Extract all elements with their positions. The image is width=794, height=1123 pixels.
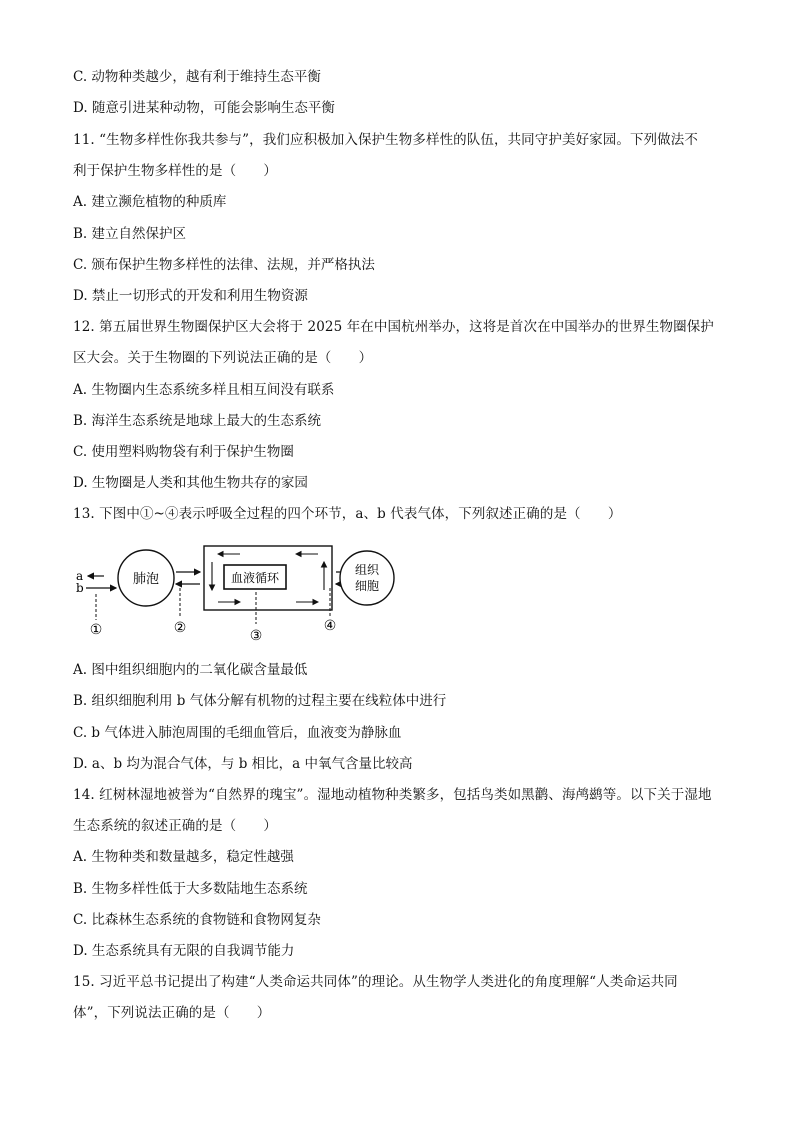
question-14-option-d: D. 生态系统具有无限的自我调节能力 xyxy=(73,943,295,959)
step-1-label: ① xyxy=(89,622,103,638)
option-d-prev: D. 随意引进某种动物，可能会影响生态平衡 xyxy=(73,100,335,116)
tissue-cell-label-2: 细胞 xyxy=(354,579,380,593)
question-15-stem-line-2: 体”，下列说法正确的是（ ） xyxy=(73,1005,271,1021)
question-13-stem: 13. 下图中①~④表示呼吸全过程的四个环节，a、b 代表气体，下列叙述正确的是（ ） xyxy=(73,506,622,522)
question-13-option-b: B. 组织细胞利用 b 气体分解有机物的过程主要在线粒体中进行 xyxy=(73,693,447,709)
step-4-label: ④ xyxy=(323,618,337,634)
option-c-prev: C. 动物种类越少，越有利于维持生态平衡 xyxy=(73,69,321,85)
question-12-stem-line-2: 区大会。关于生物圈的下列说法正确的是（ ） xyxy=(73,350,373,366)
question-11-stem-line-2: 利于保护生物多样性的是（ ） xyxy=(73,163,277,179)
question-13-option-a: A. 图中组织细胞内的二氧化碳含量最低 xyxy=(73,662,308,678)
tissue-cell-outline xyxy=(340,551,394,605)
question-14-stem-line-2: 生态系统的叙述正确的是（ ） xyxy=(73,818,277,834)
alveolus-label: 肺泡 xyxy=(132,572,160,587)
tissue-cell-label-1: 组织 xyxy=(354,563,380,577)
gas-b-label: b xyxy=(76,581,84,595)
question-12-option-b: B. 海洋生态系统是地球上最大的生态系统 xyxy=(73,413,322,429)
question-12-option-a: A. 生物圈内生态系统多样且相互间没有联系 xyxy=(73,382,335,398)
respiration-diagram xyxy=(70,540,400,646)
question-12-option-c: C. 使用塑料购物袋有利于保护生物圈 xyxy=(73,444,294,460)
question-14-stem-line-1: 14. 红树林湿地被誉为“自然界的瑰宝”。湿地动植物种类繁多，包括鸟类如黑鹳、海鸬鹚等。以下关于湿地 xyxy=(73,787,712,803)
step-3-label: ③ xyxy=(249,628,263,644)
blood-circulation-label: 血液循环 xyxy=(230,571,280,585)
question-15-stem-line-1: 15. 习近平总书记提出了构建“人类命运共同体”的理论。从生物学人类进化的角度理解“人类命运共同 xyxy=(73,974,678,990)
question-14-option-c: C. 比森林生态系统的食物链和食物网复杂 xyxy=(73,912,321,928)
question-11-option-d: D. 禁止一切形式的开发和利用生物资源 xyxy=(73,288,308,304)
question-11-option-c: C. 颁布保护生物多样性的法律、法规，并严格执法 xyxy=(73,257,375,273)
question-12-stem-line-1: 12. 第五届世界生物圈保护区大会将于 2025 年在中国杭州举办，这将是首次在中国举办的世界生物圈保护 xyxy=(73,319,714,335)
question-11-option-b: B. 建立自然保护区 xyxy=(73,226,187,242)
gas-a-label: a xyxy=(76,569,84,583)
question-14-option-a: A. 生物种类和数量越多，稳定性越强 xyxy=(73,849,294,865)
question-13-option-d: D. a、b 均为混合气体，与 b 相比，a 中氧气含量比较高 xyxy=(73,756,413,772)
step-2-label: ② xyxy=(173,620,187,636)
question-13-option-c: C. b 气体进入肺泡周围的毛细血管后，血液变为静脉血 xyxy=(73,725,402,741)
question-14-option-b: B. 生物多样性低于大多数陆地生态系统 xyxy=(73,881,308,897)
question-12-option-d: D. 生物圈是人类和其他生物共存的家园 xyxy=(73,475,308,491)
question-11-stem-line-1: 11. “生物多样性你我共参与”，我们应积极加入保护生物多样性的队伍，共同守护美好家园。下列做法不 xyxy=(73,132,698,148)
question-11-option-a: A. 建立濒危植物的种质库 xyxy=(73,194,227,210)
